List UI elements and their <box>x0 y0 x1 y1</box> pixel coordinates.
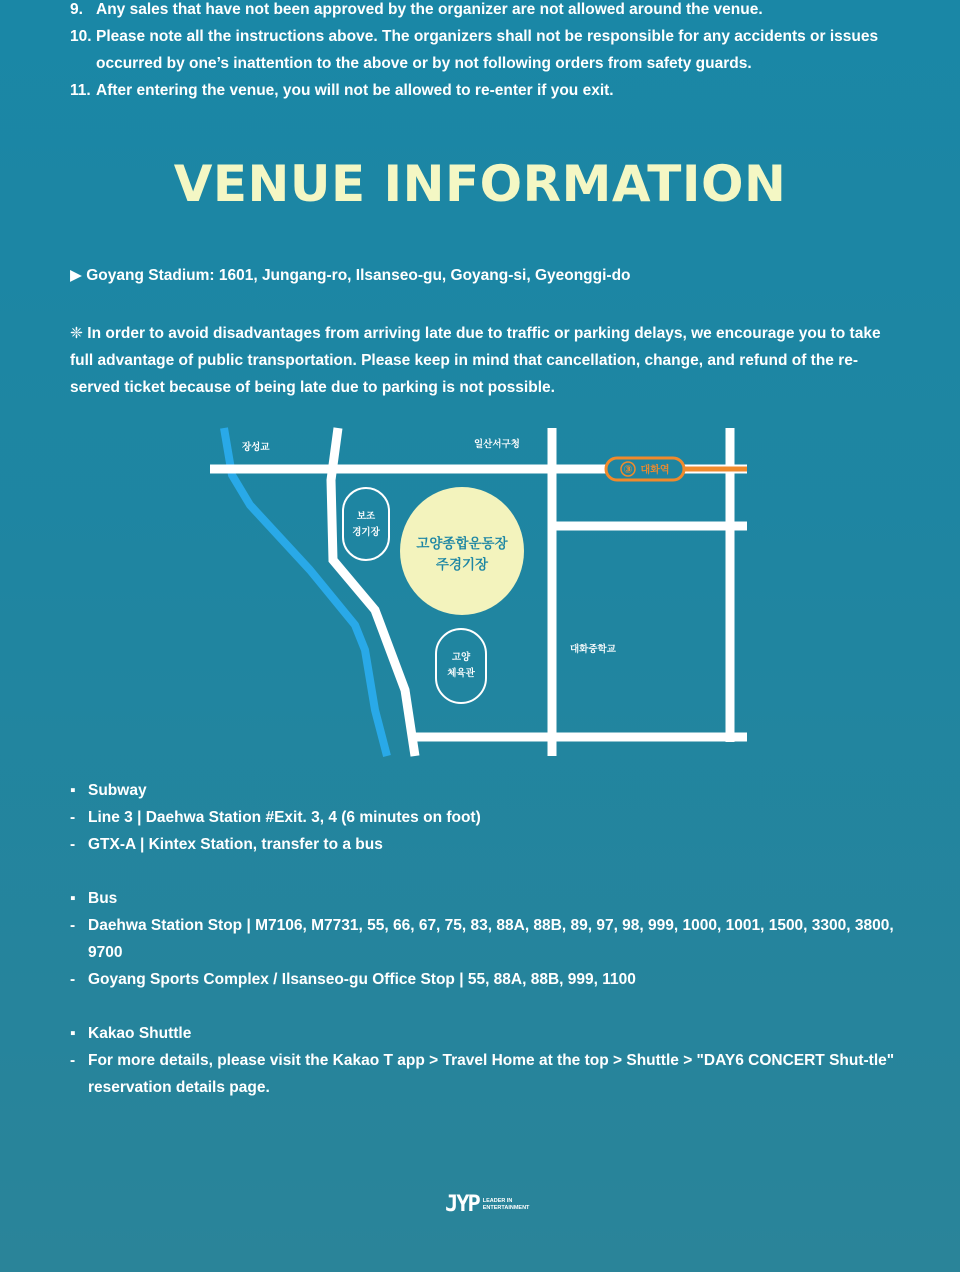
subway-item: GTX-A | Kintex Station, transfer to a bus <box>88 836 383 853</box>
bus-section <box>70 885 900 993</box>
gymnasium-label: 체육관 <box>447 668 475 679</box>
venue-map <box>200 420 760 765</box>
rule-item <box>70 23 900 77</box>
list-item <box>70 912 900 966</box>
subway-item: Line 3 | Daehwa Station #Exit. 3, 4 (6 minutes on foot) <box>88 809 481 826</box>
gymnasium-label: 고양 <box>451 652 471 663</box>
rule-text: After entering the venue, you will not be allowed to re-enter if you exit. <box>96 82 614 99</box>
venue-address: ▶ Goyang Stadium: 1601, Jungang-ro, Ilsanseo-gu, Goyang-si, Gyeonggi-do <box>70 267 631 284</box>
section-heading <box>70 777 900 804</box>
list-item <box>70 804 900 831</box>
list-item <box>70 831 900 858</box>
dash-bullet: - <box>70 917 76 934</box>
rule-text: Any sales that have not been approved by the organizer are not allowed around the venue. <box>96 1 763 18</box>
square-bullet-icon: ▪ <box>70 1025 76 1042</box>
rule-item <box>70 0 900 23</box>
rule-text: Please note all the instructions above. The organizers shall not be responsible for any accidents or issues occurred by one’s inattention to the above or by not following orders from safety guards. <box>96 28 879 72</box>
logo-tagline-line: ENTERTAINMENT <box>482 1204 530 1211</box>
shuttle-heading: Kakao Shuttle <box>88 1025 192 1042</box>
school-label: 대화중학교 <box>570 644 616 655</box>
ilsanseogu-office-label: 일산서구청 <box>474 439 520 450</box>
aux-field-label: 보조 <box>356 511 376 522</box>
bus-heading: Bus <box>88 890 118 907</box>
square-bullet-icon: ▪ <box>70 782 76 799</box>
bus-item: Goyang Sports Complex / Ilsanseo-gu Office Stop | 55, 88A, 88B, 999, 1100 <box>88 971 636 988</box>
page-title: VENUE INFORMATION <box>173 155 787 213</box>
logo-tagline-line: LEADER IN <box>482 1197 513 1204</box>
rule-number: 11. <box>70 82 91 99</box>
logo-tagline <box>483 1198 530 1212</box>
subway-section <box>70 777 900 858</box>
aux-field-label: 경기장 <box>352 527 380 538</box>
aux-field <box>343 488 389 560</box>
square-bullet-icon: ▪ <box>70 890 76 907</box>
station-name: 대화역 <box>640 465 670 476</box>
gymnasium <box>436 629 486 703</box>
main-stadium-label: 고양종합운동장 <box>416 536 508 552</box>
list-item <box>70 966 900 993</box>
bus-item: Daehwa Station Stop | M7106, M7731, 55, 66, 67, 75, 83, 88A, 88B, 89, 97, 98, 999, 1000, 1001, 1500, 3300, 3800, 9700 <box>88 917 894 961</box>
list-item <box>70 1047 900 1101</box>
subway-heading: Subway <box>88 782 147 799</box>
station-number: ③ <box>623 463 633 476</box>
transport-notice: ❈ In order to avoid disadvantages from arriving late due to traffic or parking delays, we encourage you to take full advantage of public transportation. Please keep in mind that cancellation, change, and refund of the re-served ticket because of being late due to parking is not possible. <box>70 325 881 396</box>
dash-bullet: - <box>70 809 76 826</box>
section-heading <box>70 1020 900 1047</box>
rule-item <box>70 77 900 104</box>
shuttle-section <box>70 1020 900 1101</box>
logo-mark: JYP <box>445 1192 479 1217</box>
dash-bullet: - <box>70 1052 76 1069</box>
rule-number: 9. <box>70 1 83 18</box>
shuttle-item: For more details, please visit the Kakao T app > Travel Home at the top > Shuttle > "DAY6 CONCERT Shut-tle" reservation details page. <box>88 1052 895 1096</box>
dash-bullet: - <box>70 836 76 853</box>
rule-number: 10. <box>70 28 92 45</box>
rules-list <box>70 0 900 104</box>
main-stadium-label: 주경기장 <box>435 557 489 573</box>
section-heading <box>70 885 900 912</box>
janseong-bridge-label: 장성교 <box>242 442 270 453</box>
dash-bullet: - <box>70 971 76 988</box>
jyp-logo <box>445 1192 529 1217</box>
